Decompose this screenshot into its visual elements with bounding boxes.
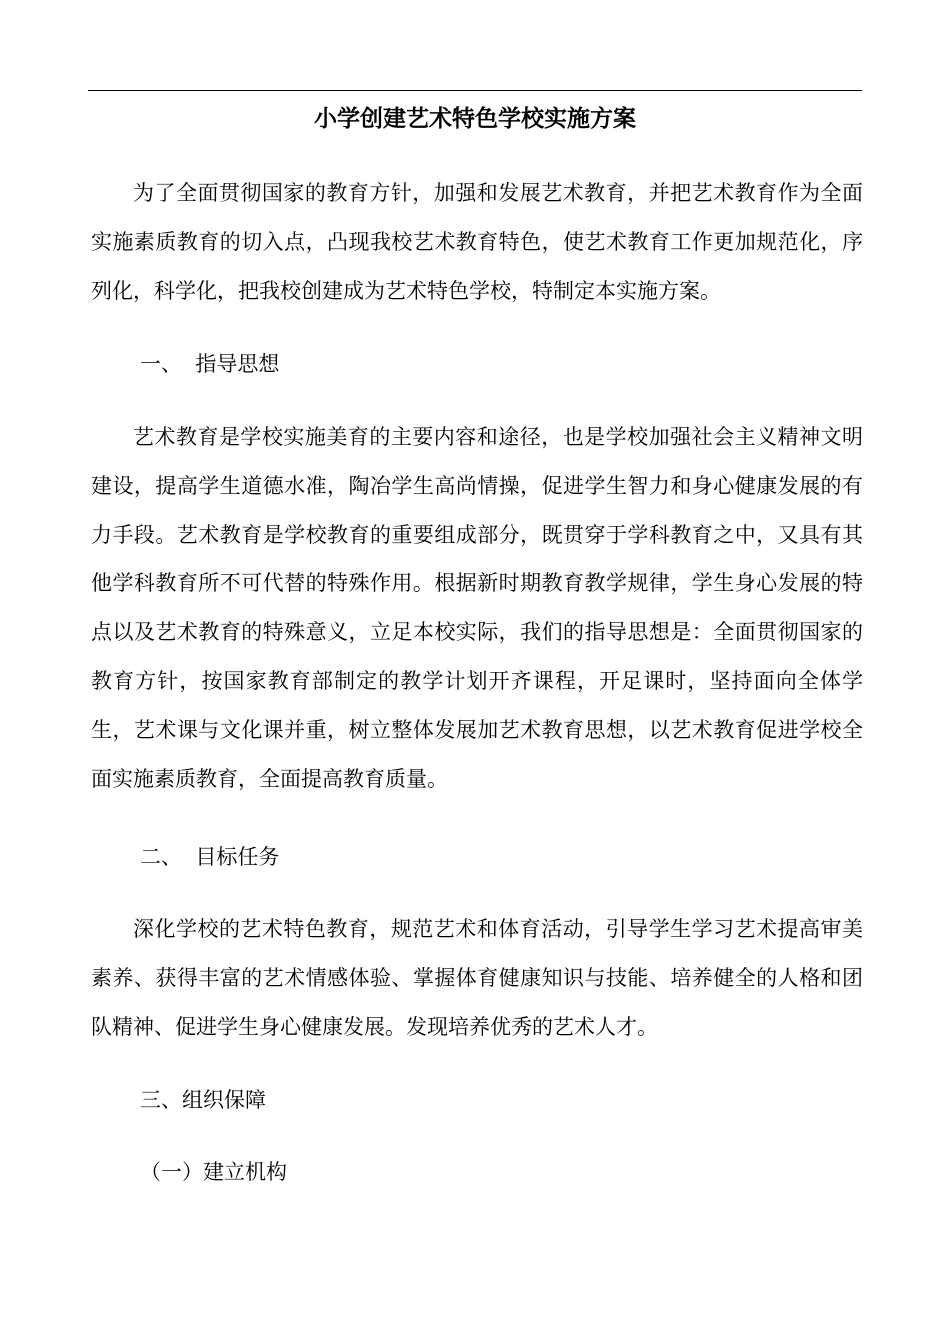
header-rule	[88, 90, 862, 91]
intro-paragraph: 为了全面贯彻国家的教育方针，加强和发展艺术教育，并把艺术教育作为全面实施素质教育的切入点，凸现我校艺术教育特色，使艺术教育工作更加规范化，序列化，科学化，把我校创建成为艺术特色学校，特制定本实施方案。	[91, 181, 863, 303]
section-2-body: 深化学校的艺术特色教育，规范艺术和体育活动，引导学生学习艺术提高审美素养、获得丰富的艺术情感体验、掌握体育健康知识与技能、培养健全的人格和团队精神、促进学生身心健康发展。发现培养优秀的艺术人才。	[91, 917, 863, 1039]
section-1-body: 艺术教育是学校实施美育的主要内容和途径，也是学校加强社会主义精神文明建设，提高学生道德水准，陶冶学生高尚情操，促进学生智力和身心健康发展的有力手段。艺术教育是学校教育的重要组成部分，既贯穿于学科教育之中，又具有其他学科教育所不可代替的特殊作用。根据新时期教育教学规律，学生身心发展的特点以及艺术教育的特殊意义，立足本校实际，我们的指导思想是：全面贯彻国家的教育方针，按国家教育部制定的教学计划开齐课程，开足课时，坚持面向全体学生，艺术课与文化课并重，树立整体发展加艺术教育思想，以艺术教育促进学校全面实施素质教育，全面提高教育质量。	[91, 425, 863, 791]
section-3-heading: 三、组织保障	[140, 1088, 266, 1112]
section-1-heading: 一、 指导思想	[140, 352, 280, 376]
section-2-heading: 二、 目标任务	[140, 845, 280, 869]
document-title: 小学创建艺术特色学校实施方案	[314, 105, 636, 132]
subsection-1-heading: （一）建立机构	[140, 1160, 287, 1184]
